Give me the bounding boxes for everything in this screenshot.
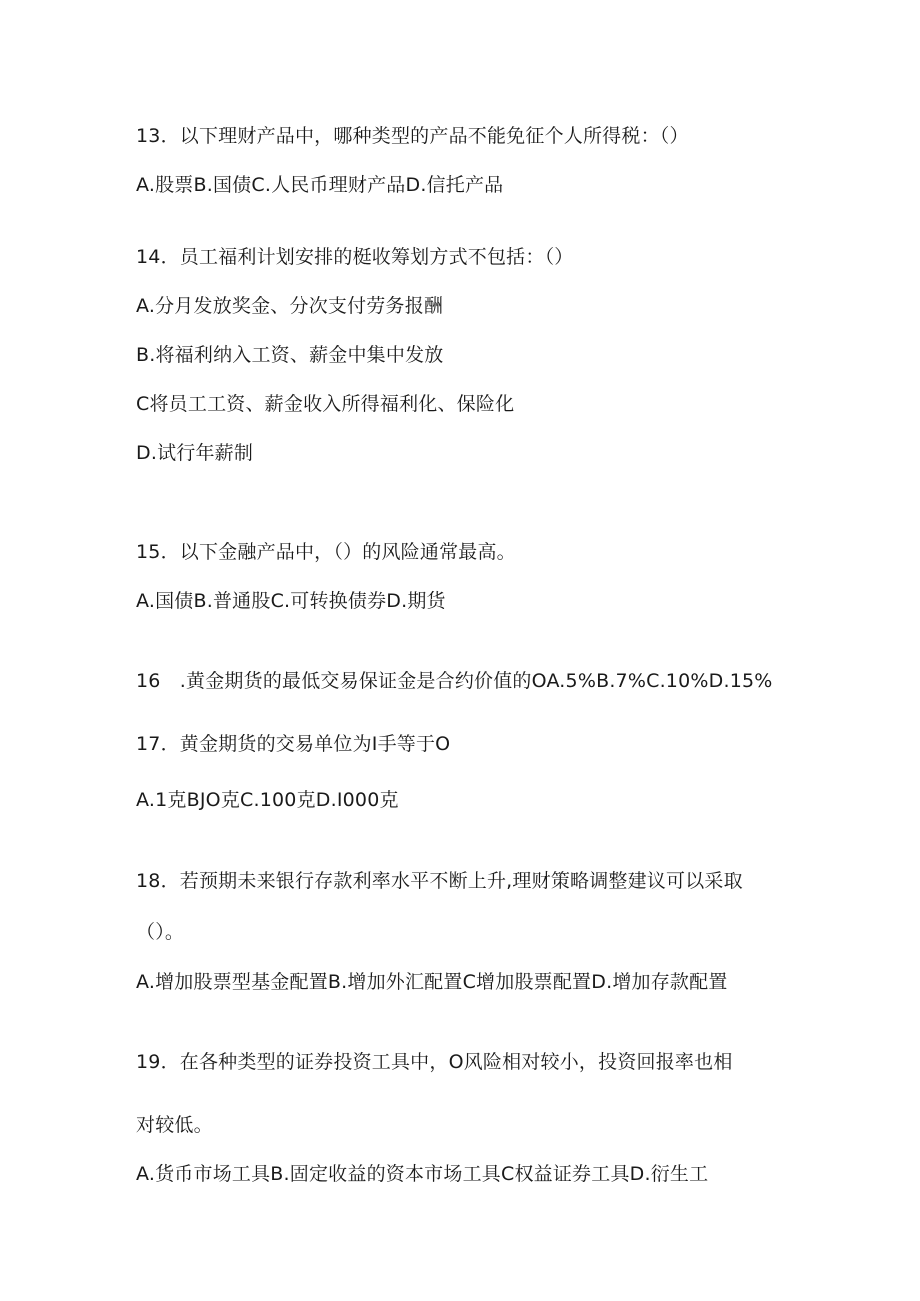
question-13-stem: 13．以下理财产品中，哪种类型的产品不能免征个人所得税：（） bbox=[136, 125, 689, 147]
question-17-stem: 17．黄金期货的交易单位为I手等于O bbox=[136, 733, 451, 755]
question-14-stem: 14．员工福利计划安排的梃收筹划方式不包括：（） bbox=[136, 246, 574, 268]
question-16-stem: 16 .黄金期货的最低交易保证金是合约价值的OA.5%B.7%C.10%D.15% bbox=[136, 670, 773, 692]
question-13-options: A.股票B.国债C.人民币理财产品D.信托产品 bbox=[136, 174, 504, 196]
question-15-stem: 15．以下金融产品中，（）的风险通常最高。 bbox=[136, 541, 516, 563]
question-18-options: A.增加股票型基金配置B.增加外汇配置C增加股票配置D.增加存款配置 bbox=[136, 971, 728, 993]
question-14-option-a: A.分月发放奖金、分次支付劳务报酬 bbox=[136, 295, 444, 317]
question-15-options: A.国债B.普通股C.可转换债券D.期货 bbox=[136, 590, 446, 612]
question-18-stem-continued: （）。 bbox=[136, 921, 185, 943]
question-14-option-d: D.试行年薪制 bbox=[136, 442, 254, 464]
question-19-options: A.货币市场工具B.固定收益的资本市场工具C权益证券工具D.衍生工 bbox=[136, 1163, 709, 1185]
question-18-stem: 18．若预期未来银行存款利率水平不断上升,理财策略调整建议可以采取 bbox=[136, 870, 743, 892]
question-19-stem: 19．在各种类型的证券投资工具中，O风险相对较小，投资回报率也相 bbox=[136, 1051, 733, 1073]
question-19-stem-continued: 对较低。 bbox=[136, 1114, 213, 1136]
question-14-option-c: C将员工工资、薪金收入所得福利化、保险化 bbox=[136, 393, 515, 415]
question-14-option-b: B.将福利纳入工资、薪金中集中发放 bbox=[136, 344, 444, 366]
question-17-options: A.1克BJO克C.100克D.I000克 bbox=[136, 789, 399, 811]
